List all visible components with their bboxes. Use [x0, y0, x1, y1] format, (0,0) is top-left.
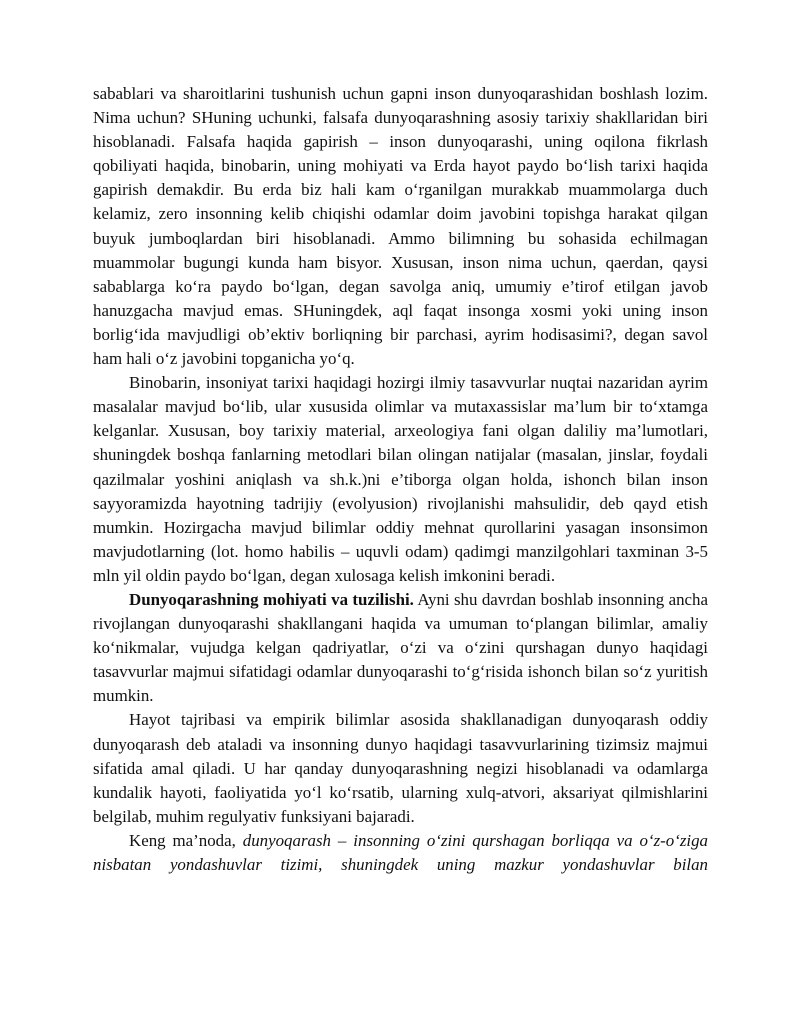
paragraph-5 [93, 829, 708, 877]
paragraph-2-text: Binobarin, insoniyat tarixi haqidagi hozirgi ilmiy tasavvurlar nuqtai nazaridan ayrim masalalar mavjud bo‘lib, ular xususida olimlar va mutaxassislar ma’lum bir to‘xtamga kelganlar. Xususan, boy tarixiy material, arxeologiya fani olgan daliliy ma’lumotlari, shuningdek boshqa fanlarning metodlari bilan olingan natijalar (masalan, jinslar, foydali qazilmalar yoshini aniqlash va sh.k.)ni e’tiborga olgan holda, ishonch bilan inson sayyoramizda hayotning tadrijiy (evolyusion) rivojlanishi mahsulidir, deb qayd etish mumkin. Hozirgacha mavjud bilimlar oddiy mehnat qurollarini yasagan insonsimon mavjudotlarning (lot. homo habilis – uquvli odam) qadimgi manzilgohlari taxminan 3-5 mln yil oldin paydo bo‘lgan, degan xulosaga kelish imkonini beradi. [93, 373, 708, 585]
paragraph-1 [93, 82, 708, 371]
paragraph-5-definition: dunyoqarash – insonning o‘zini qurshagan borliqqa va o‘z-o‘ziga nisbatan yondashuvlar tizimi, shuningdek uning mazkur yondashuvlar bilan [93, 830, 708, 874]
section-heading: Dunyoqarashning mohiyati va tuzilishi. [129, 589, 414, 609]
paragraph-2 [93, 371, 708, 588]
paragraph-4 [93, 708, 708, 828]
paragraph-3 [93, 588, 708, 708]
paragraph-1-text: sabablari va sharoitlarini tushunish uchun gapni inson dunyoqarashidan boshlash lozim. Nima uchun? SHuning uchunki, falsafa dunyoqarashning asosiy tarixiy shakllaridan biri hisoblanadi. Falsafa haqida gapirish – inson dunyoqarashi, uning oqilona fikrlash qobiliyati haqida, binobarin, uning mohiyati va Erda hayot paydo bo‘lish tarixi haqida gapirish demakdir. Bu erda biz hali kam o‘rganilgan murakkab muammolarga duch kelamiz, zero insonning kelib chiqishi odamlar doim javobini topishga harakat qilgan buyuk jumboqlardan biri hisoblanadi. Ammo bilimning bu sohasida echilmagan muammolar bugungi kunda ham bisyor. Xususan, inson nima uchun, qaerdan, qaysi sabablarga ko‘ra paydo bo‘lgan, degan savolga aniq, umumiy e’tirof etilgan javob hanuzgacha mavjud emas. SHuningdek, aql faqat insonga xosmi yoki uning inson borlig‘ida mavjudligi ob’ektiv borliqning bir parchasi, ayrim hodisasimi?, degan savol ham hali o‘z javobini topganicha yo‘q. [93, 84, 708, 369]
paragraph-4-text: Hayot tajribasi va empirik bilimlar asosida shakllanadigan dunyoqarash oddiy dunyoqarash deb ataladi va insonning dunyo haqidagi tasavvurlarining tizimsiz majmui sifatida amal qiladi. U har qanday dunyoqarashning negizi hisoblanadi va odamlarga kundalik hayoti, faoliyatida yo‘l ko‘rsatib, ularning xulq-atvori, aksariyat qilmishlarini belgilab, muhim regulyativ funksiyani bajaradi. [93, 710, 708, 826]
paragraph-3-text: Ayni shu davrdan boshlab insonning ancha rivojlangan dunyoqarashi shakllangani haqida va umuman to‘plangan bilimlar, amaliy ko‘nikmalar, vujudga kelgan qadriyatlar, o‘zi va o‘zini qurshagan dunyo haqidagi tasavvurlar majmui sifatidagi odamlar dunyoqarashi to‘g‘risida ishonch bilan so‘z yuritish mumkin. [93, 589, 708, 706]
paragraph-5-text: Keng ma’noda, [129, 830, 243, 850]
